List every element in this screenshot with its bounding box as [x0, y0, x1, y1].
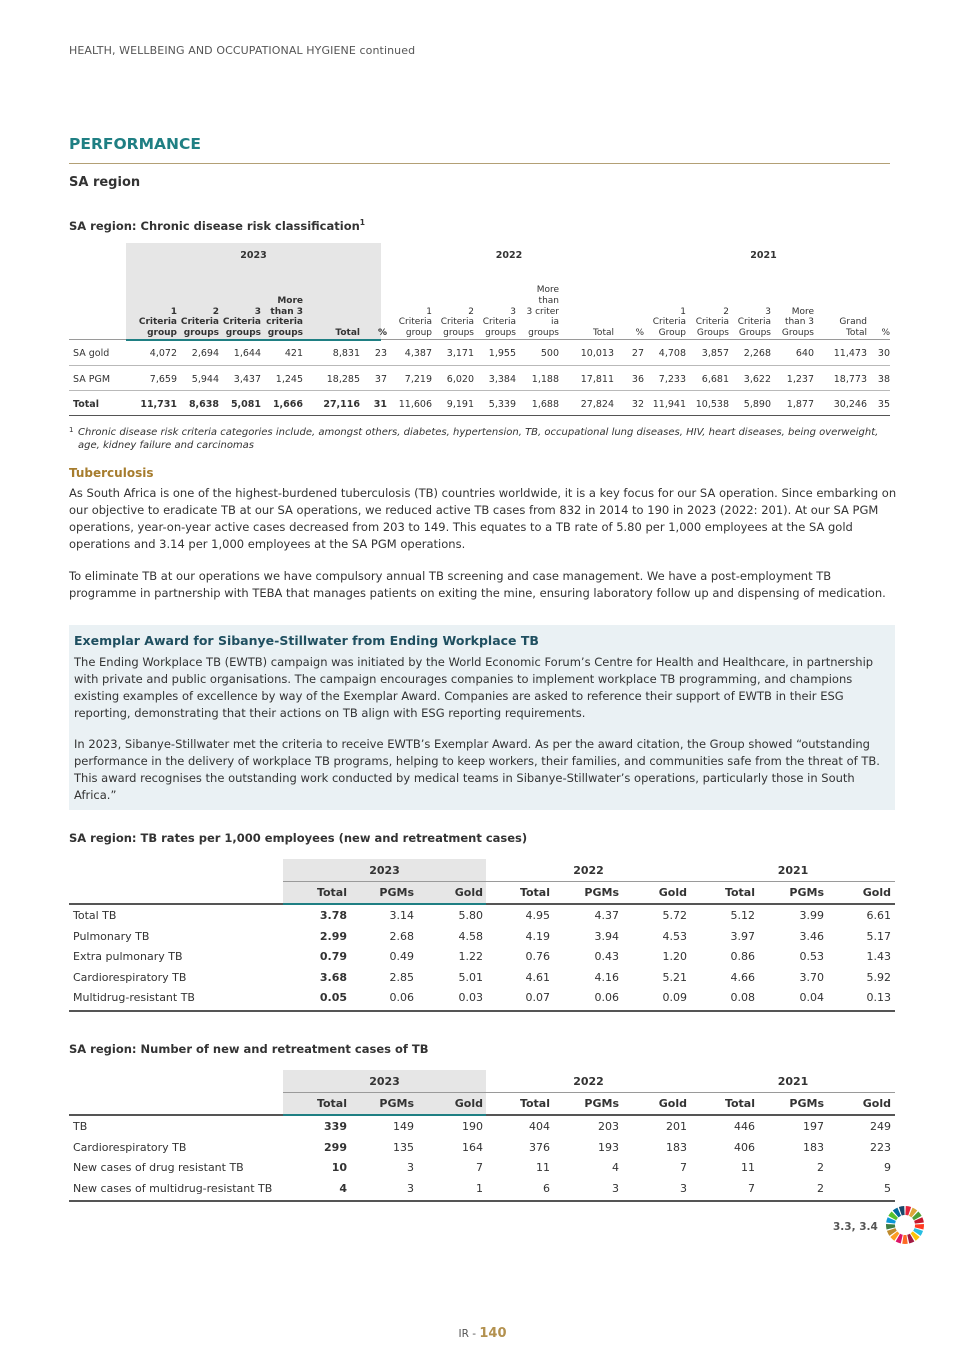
year-header-2021: 2021: [750, 249, 777, 261]
cell: 197: [803, 1120, 824, 1133]
chronic-row: [69, 366, 890, 392]
cell: 2: [817, 1161, 824, 1175]
cell: 223: [870, 1140, 891, 1154]
cell: 183: [666, 1140, 687, 1154]
cell: 404: [529, 1120, 550, 1133]
tb-rates-title: SA region: TB rates per 1,000 employees (new and retreatment cases): [69, 831, 528, 845]
cell: 0.06: [389, 991, 414, 1005]
cell: 27,824: [580, 398, 614, 410]
sdg-segment: [915, 1224, 924, 1229]
cell: 149: [393, 1120, 414, 1133]
cell: 0.05: [319, 991, 347, 1005]
cell: 339: [324, 1120, 347, 1133]
cell: 4: [612, 1161, 619, 1175]
col-header: Total: [316, 886, 347, 899]
row-divider: [69, 365, 890, 366]
cell: 406: [734, 1140, 755, 1154]
cell: 4,708: [658, 347, 686, 359]
cell: 11: [536, 1161, 550, 1175]
cell: 10: [331, 1161, 347, 1175]
table-row: [69, 1157, 895, 1178]
row-label: Cardiorespiratory TB: [73, 970, 187, 984]
cell: 2: [817, 1181, 824, 1195]
cell: 3: [407, 1161, 414, 1175]
chronic-col-header: 3 Criteria groups: [222, 306, 261, 339]
table-row: [69, 905, 895, 926]
cell: 0.03: [458, 991, 483, 1005]
section-title: PERFORMANCE: [69, 135, 201, 153]
year-header-2021: 2021: [777, 863, 809, 877]
chronic-col-header: Total: [335, 328, 360, 339]
chronic-col-header: %: [635, 328, 644, 339]
cell: 38: [877, 373, 890, 385]
cell: 3.46: [799, 929, 824, 943]
cell: 37: [374, 373, 387, 385]
chronic-col-header: 1 Criteria group: [138, 306, 177, 339]
chronic-col-header: 2 Criteria Groups: [695, 306, 729, 339]
chronic-table-title-text: SA region: Chronic disease risk classification: [69, 218, 360, 233]
chronic-row: [69, 391, 890, 417]
cell: 5,339: [488, 398, 516, 410]
cell: 5.80: [458, 909, 483, 922]
cell: 6,020: [446, 373, 474, 385]
cell: 5.12: [730, 909, 755, 922]
cell: 18,773: [833, 373, 867, 385]
tuberculosis-paragraph-2: To eliminate TB at our operations we have compulsory annual TB screening and case management. We have a post-employment TB programme in partnership with TEBA that manages patients on exiting the mine, ensuring laboratory follow up and dispensing of medication.: [69, 569, 886, 600]
row-label: Cardiorespiratory TB: [73, 1140, 187, 1154]
col-header: PGMs: [789, 1097, 824, 1110]
cell: 203: [598, 1120, 619, 1133]
cell: 421: [284, 347, 303, 359]
cell: 201: [666, 1120, 687, 1133]
chronic-col-header: 2 Criteria groups: [180, 306, 219, 339]
sdg-reference: 3.3, 3.4: [833, 1221, 878, 1233]
year-header-2022: 2022: [573, 1074, 604, 1088]
cell: 3.70: [799, 970, 824, 984]
year-header-2022: 2022: [495, 249, 523, 261]
cell: 4.37: [594, 909, 619, 922]
footnote-text: Chronic disease risk criteria categories include, amongst others, diabetes, hypertension, TB, occupational lung diseases, HIV, heart diseases, being overweight, age, kidney failure and carcinomas: [78, 427, 879, 451]
cell: 5,890: [743, 398, 771, 410]
col-header: Total: [519, 886, 550, 899]
row-label: SA PGM: [73, 373, 111, 385]
cell: 31: [373, 398, 387, 410]
cell: 2.68: [389, 929, 414, 943]
cell: 3,857: [701, 347, 729, 359]
col-header: Total: [724, 886, 755, 899]
sdg-segment: [886, 1224, 895, 1229]
chronic-disease-table: [69, 243, 890, 413]
table-row: [69, 1116, 895, 1137]
cell: 4.58: [458, 929, 483, 943]
cell: 8,831: [332, 347, 360, 359]
cell: 9: [884, 1161, 891, 1175]
exemplar-award-callout: [69, 625, 895, 810]
table-row: [69, 1137, 895, 1158]
sdg-segment: [902, 1235, 907, 1244]
cell: 5.72: [662, 909, 687, 922]
cell: 640: [795, 347, 814, 359]
cell: 249: [870, 1120, 891, 1133]
cell: 3.68: [319, 970, 347, 984]
page-number: [0, 1326, 965, 1341]
cell: 4.66: [730, 970, 755, 984]
cell: 18,285: [326, 373, 360, 385]
year-header-2021: 2021: [777, 1074, 809, 1088]
cell: 11,941: [652, 398, 686, 410]
chronic-col-header: 1 Criteria group: [398, 306, 432, 339]
row-label: Total: [73, 398, 99, 410]
table-bottom-rule: [69, 415, 890, 416]
tb-rates-table: [69, 859, 895, 1014]
cell: 11,731: [140, 398, 177, 410]
cell: 11,473: [833, 347, 867, 359]
col-header: Gold: [862, 1097, 891, 1110]
callout-paragraph-2: In 2023, Sibanye-Stillwater met the criteria to receive EWTB’s Exemplar Award. As per the award citation, the Group showed “outstanding performance in the delivery of workplace TB programs, helping to keep workers, their families, and communities safe from the threat of TB. This award recognises the outstanding work conducted by medical teams in Sibanye-Stillwater’s operations, particularly those in South Africa.”: [74, 737, 880, 802]
table-row: [69, 987, 895, 1008]
running-head: HEALTH, WELLBEING AND OCCUPATIONAL HYGIENE continued: [69, 44, 416, 57]
cell: 1,688: [531, 398, 559, 410]
cell: 3,171: [446, 347, 474, 359]
cell: 3.99: [799, 909, 824, 922]
cell: 11: [741, 1161, 755, 1175]
col-header: Total: [519, 1097, 550, 1110]
year-header-2023: 2023: [369, 1074, 400, 1088]
cell: 1,877: [786, 398, 814, 410]
cell: 23: [374, 347, 387, 359]
cell: 1: [476, 1181, 483, 1195]
cell: 0.49: [389, 950, 414, 964]
table-row: [69, 946, 895, 967]
cell: 3: [407, 1181, 414, 1195]
cell: 3: [680, 1181, 687, 1195]
year-header-2023: 2023: [369, 863, 400, 877]
col-header: Total: [316, 1097, 347, 1110]
cell: 30: [877, 347, 890, 359]
cell: 5.92: [866, 970, 891, 984]
cell: 1,644: [233, 347, 261, 359]
chronic-col-header: More than 3 criteria groups: [266, 295, 303, 339]
tb-cases-title: SA region: Number of new and retreatment cases of TB: [69, 1042, 429, 1056]
cell: 7: [748, 1181, 755, 1195]
cell: 3,437: [233, 373, 261, 385]
chronic-col-header: %: [377, 328, 387, 339]
chronic-col-header: 1 Criteria Group: [652, 306, 686, 339]
cell: 190: [462, 1120, 483, 1133]
cell: 1,666: [272, 398, 303, 410]
cell: 17,811: [580, 373, 614, 385]
cell: 1.43: [866, 950, 891, 964]
cell: 5.21: [662, 970, 687, 984]
cell: 0.86: [730, 950, 755, 964]
chronic-column-headers: [69, 267, 890, 339]
cell: 4.16: [594, 970, 619, 984]
col-header: PGMs: [789, 886, 824, 899]
col-header: Gold: [454, 886, 483, 899]
callout-paragraph-1: The Ending Workplace TB (EWTB) campaign was initiated by the World Economic Forum’s Centre for Health and Healthcare, in partnership with private and public organisations. The campaign encourages companies to implement workplace TB programming, and champions existing examples of excellence by way of the Exemplar Award. Companies are asked to reference their support of EWTB in their ESG reporting, demonstrating that their actions on TB align with ESG reporting requirements.: [74, 655, 874, 720]
cell: 10,538: [695, 398, 729, 410]
cell: 9,191: [446, 398, 474, 410]
chronic-table-title: [69, 218, 365, 233]
cell: 4.95: [525, 909, 550, 922]
col-header: PGMs: [379, 1097, 414, 1110]
cell: 0.79: [319, 950, 347, 964]
cell: 4,387: [404, 347, 432, 359]
table-bottom-rule: [69, 1010, 895, 1012]
col-header: PGMs: [584, 1097, 619, 1110]
cell: 30,246: [833, 398, 867, 410]
sdg-wheel-icon: [885, 1205, 925, 1245]
cell: 193: [598, 1140, 619, 1154]
row-label: Pulmonary TB: [73, 929, 150, 943]
cell: 10,013: [580, 347, 614, 359]
cell: 5.01: [458, 970, 483, 984]
chronic-col-header: Total: [592, 328, 614, 339]
table-row: [69, 926, 895, 947]
cell: 1,955: [488, 347, 516, 359]
cell: 1,188: [531, 373, 559, 385]
cell: 164: [462, 1140, 483, 1154]
cell: 7: [476, 1161, 483, 1175]
row-label: New cases of multidrug-resistant TB: [73, 1181, 273, 1195]
cell: 5: [884, 1181, 891, 1195]
cell: 183: [803, 1140, 824, 1154]
cell: 3.97: [730, 929, 755, 943]
cell: 0.09: [662, 991, 687, 1005]
chronic-row: [69, 340, 890, 366]
cell: 3.78: [319, 909, 347, 922]
cell: 1,237: [786, 373, 814, 385]
cell: 1.22: [458, 950, 483, 964]
cell: 135: [393, 1140, 414, 1154]
chronic-title-footnote-mark: 1: [359, 218, 366, 227]
cell: 2,268: [743, 347, 771, 359]
cell: 3: [612, 1181, 619, 1195]
cell: 8,638: [188, 398, 219, 410]
cell: 0.76: [525, 950, 550, 964]
chronic-col-header: Grand Total: [839, 317, 867, 339]
row-label: SA gold: [73, 347, 110, 359]
cell: 1,245: [275, 373, 303, 385]
tb-cases-table: [69, 1070, 895, 1205]
row-divider: [69, 390, 890, 391]
cell: 4.61: [525, 970, 550, 984]
cell: 35: [877, 398, 890, 410]
col-header: PGMs: [584, 886, 619, 899]
cell: 11,606: [398, 398, 432, 410]
cell: 27: [631, 347, 644, 359]
table-bottom-rule: [69, 1200, 895, 1202]
page-number-value: 140: [479, 1326, 507, 1341]
col-header: Gold: [658, 1097, 687, 1110]
cell: 4.19: [525, 929, 550, 943]
cell: 4.53: [662, 929, 687, 943]
cell: 0.07: [525, 991, 550, 1005]
cell: 32: [631, 398, 644, 410]
chronic-col-header: 3 Criteria groups: [482, 306, 516, 339]
chronic-col-header: %: [881, 328, 890, 339]
cell: 7,233: [658, 373, 686, 385]
cell: 0.43: [594, 950, 619, 964]
col-header: PGMs: [379, 886, 414, 899]
cell: 376: [529, 1140, 550, 1154]
cell: 27,116: [323, 398, 360, 410]
cell: 4: [339, 1181, 347, 1195]
chronic-footnote: [69, 426, 890, 452]
cell: 5,944: [191, 373, 219, 385]
page-prefix: IR -: [458, 1328, 480, 1340]
col-header: Gold: [862, 886, 891, 899]
col-header: Total: [724, 1097, 755, 1110]
cell: 2.85: [389, 970, 414, 984]
cell: 5,081: [230, 398, 261, 410]
col-header: Gold: [454, 1097, 483, 1110]
cell: 3,622: [743, 373, 771, 385]
cell: 6,681: [701, 373, 729, 385]
cell: 6: [543, 1181, 550, 1195]
row-label: Multidrug-resistant TB: [73, 991, 195, 1005]
footnote-mark: 1: [69, 426, 74, 434]
col-header: Gold: [658, 886, 687, 899]
cell: 0.53: [799, 950, 824, 964]
section-divider: [69, 163, 890, 164]
chronic-col-header: 3 Criteria Groups: [737, 306, 771, 339]
callout-title: Exemplar Award for Sibanye-Stillwater from Ending Workplace TB: [74, 633, 539, 648]
cell: 36: [631, 373, 644, 385]
row-label: Extra pulmonary TB: [73, 950, 183, 964]
cell: 5.17: [866, 929, 891, 943]
cell: 6.61: [866, 909, 891, 922]
region-title: SA region: [69, 175, 141, 190]
cell: 0.06: [594, 991, 619, 1005]
cell: 7,219: [404, 373, 432, 385]
year-header-2023: 2023: [126, 243, 381, 267]
cell: 2,694: [191, 347, 219, 359]
cell: 2.99: [319, 929, 347, 943]
tuberculosis-heading: Tuberculosis: [69, 466, 154, 480]
cell: 0.08: [730, 991, 755, 1005]
cell: 7,659: [149, 373, 177, 385]
row-label: TB: [73, 1120, 88, 1133]
chronic-col-header: 2 Criteria groups: [440, 306, 474, 339]
row-label: New cases of drug resistant TB: [73, 1161, 244, 1175]
year-header-2022: 2022: [573, 863, 604, 877]
cell: 299: [324, 1140, 347, 1154]
cell: 0.13: [866, 991, 891, 1005]
chronic-col-header: More than 3 Groups: [781, 306, 814, 339]
cell: 0.04: [799, 991, 824, 1005]
cell: 3,384: [488, 373, 516, 385]
table-row: [69, 967, 895, 988]
table-row: [69, 1178, 895, 1199]
cell: 3.14: [389, 909, 414, 922]
cell: 446: [734, 1120, 755, 1133]
cell: 500: [540, 347, 559, 359]
cell: 7: [680, 1161, 687, 1175]
cell: 1.20: [662, 950, 687, 964]
cell: 4,072: [149, 347, 177, 359]
tuberculosis-paragraph-1: As South Africa is one of the highest-burdened tuberculosis (TB) countries worldwide, it is a key focus for our SA operation. Since embarking on our objective to eradicate TB at our SA operations, we reduced active TB cases from 832 in 2014 to 190 in 2023 (2022: 201). At our SA PGM operations, year-on-year active cases decreased from 203 to 149. This equates to a TB rate of 5.80 per 1,000 employees at the SA gold operations and 3.14 per 1,000 employees at the SA PGM operations.: [69, 486, 897, 551]
cell: 3.94: [594, 929, 619, 943]
row-label: Total TB: [73, 909, 117, 922]
chronic-col-header: More than 3 criter ia groups: [526, 285, 559, 339]
